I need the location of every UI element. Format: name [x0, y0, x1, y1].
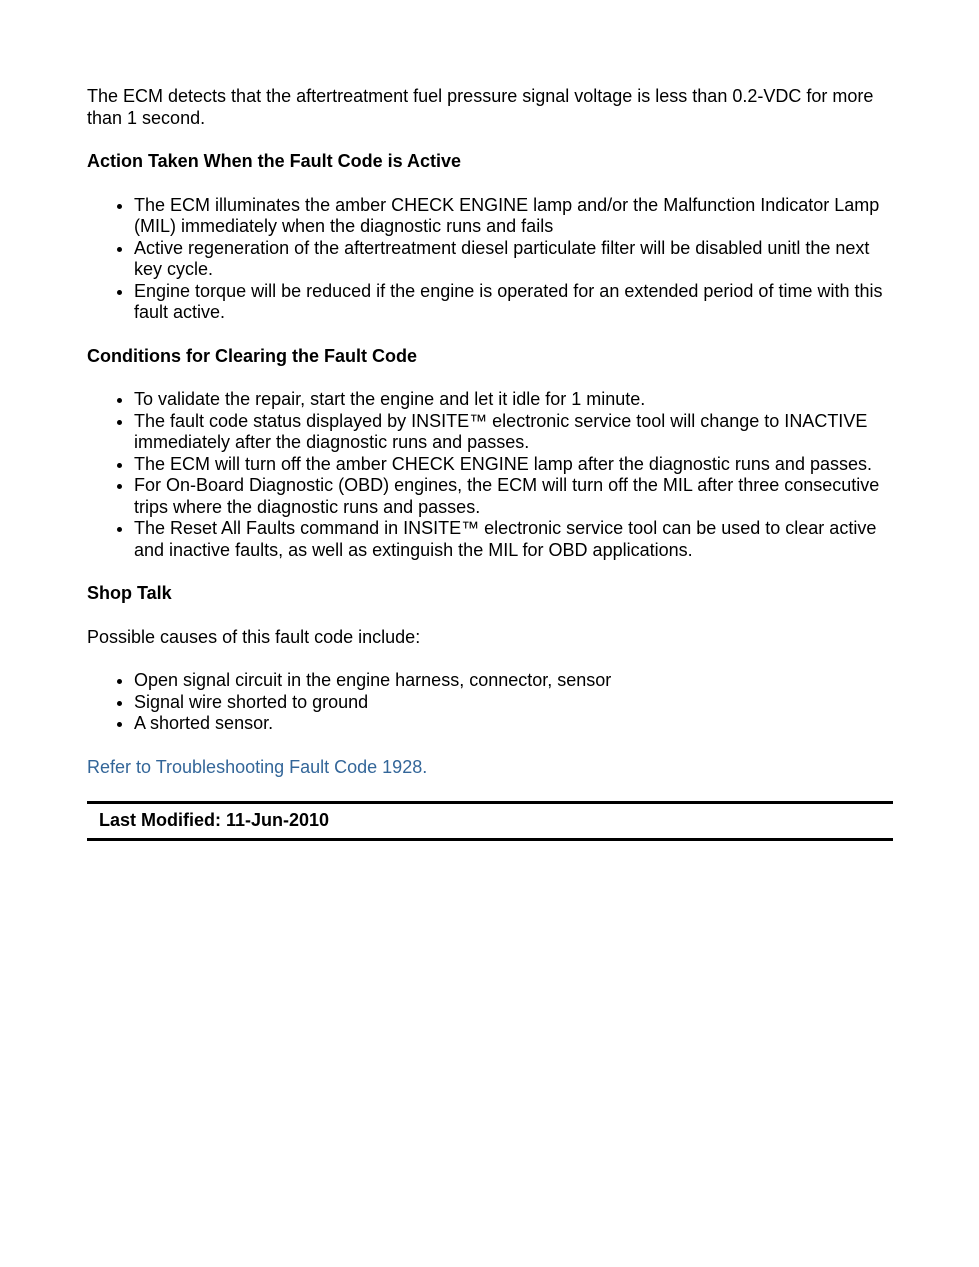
- list-item: • Engine torque will be reduced if the engine is operated for an extended period of time with this fault active.: [134, 281, 893, 324]
- list-item: • The Reset All Faults command in INSITE™ electronic service tool can be used to clear active and inactive faults, as well as extinguish the MIL for OBD applications.: [134, 518, 893, 561]
- list-item: • Open signal circuit in the engine harness, connector, sensor: [134, 670, 893, 692]
- list-item: • To validate the repair, start the engine and let it idle for 1 minute.: [134, 389, 893, 411]
- shop-talk-heading: Shop Talk: [87, 583, 172, 603]
- list-item: • A shorted sensor.: [134, 713, 893, 735]
- list-item: • For On-Board Diagnostic (OBD) engines, the ECM will turn off the MIL after three consecutive trips where the diagnostic runs and passes.: [134, 475, 893, 518]
- intro-paragraph: The ECM detects that the aftertreatment fuel pressure signal voltage is less than 0.2-VDC for more than 1 second.: [87, 86, 874, 128]
- clearing-list: [87, 389, 893, 561]
- last-modified-footer: [87, 801, 893, 841]
- list-item: • Signal wire shorted to ground: [134, 692, 893, 714]
- list-item: • The ECM illuminates the amber CHECK ENGINE lamp and/or the Malfunction Indicator Lamp (MIL) immediately when the diagnostic runs and fails: [134, 195, 893, 238]
- document-page: [87, 86, 893, 841]
- refer-troubleshooting-link[interactable]: Refer to Troubleshooting Fault Code 1928.: [87, 756, 428, 777]
- clearing-heading: Conditions for Clearing the Fault Code: [87, 345, 417, 366]
- action-list: [87, 195, 893, 324]
- shop-talk-text: Possible causes of this fault code include:: [87, 626, 421, 647]
- list-item: • The fault code status displayed by INSITE™ electronic service tool will change to INACTIVE immediately after the diagnostic runs and passes.: [134, 411, 893, 454]
- action-heading: Action Taken When the Fault Code is Active: [87, 151, 462, 171]
- list-item: • Active regeneration of the aftertreatment diesel particulate filter will be disabled unitl the next key cycle.: [134, 238, 893, 281]
- last-modified-text: Last Modified: 11-Jun-2010: [99, 810, 330, 830]
- causes-list: [87, 670, 893, 735]
- list-item: • The ECM will turn off the amber CHECK ENGINE lamp after the diagnostic runs and passes.: [134, 454, 893, 476]
